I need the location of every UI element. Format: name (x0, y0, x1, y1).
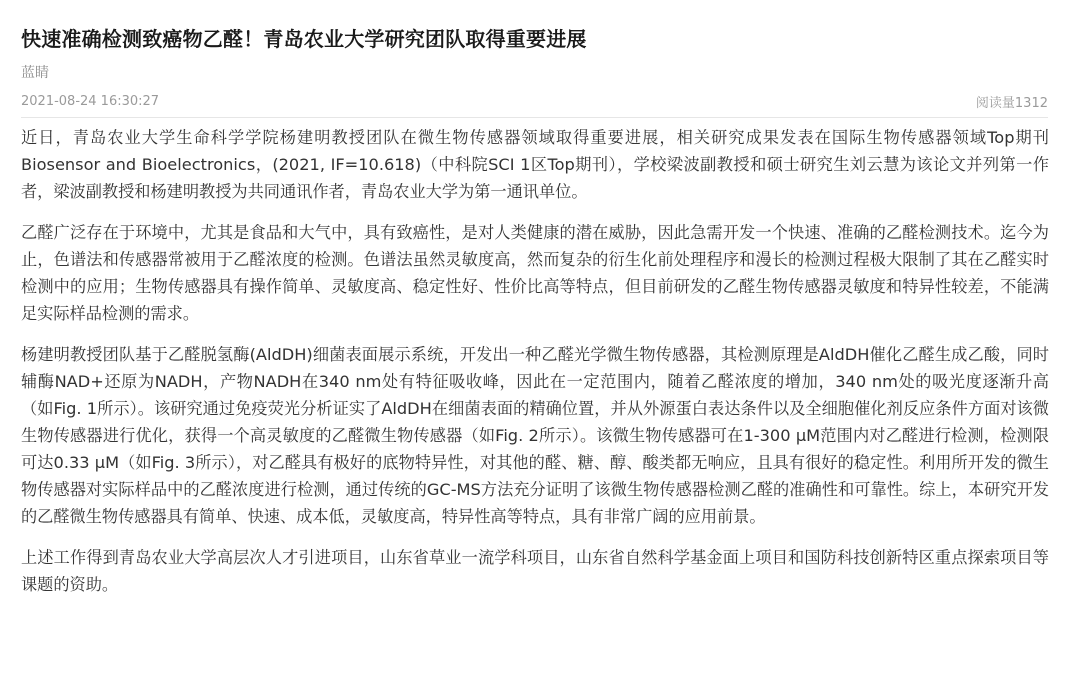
paragraph-intro: 近日，青岛农业大学生命科学学院杨建明教授团队在微生物传感器领域取得重要进展，相关研究成果发表在国际生物传感器领域Top期刊Biosensor and Bioelectronics，(2021, IF=10.618)（中科院SCI 1区Top期刊），学校梁波副教授和硕士研究生刘云慧为该论文并列第一作者，梁波副教授和杨建明教授为共同通讯作者，青岛农业大学为第一通讯单位。 (21, 128, 1049, 201)
article-title: 快速准确检测致癌物乙醛！青岛农业大学研究团队取得重要进展 (21, 27, 587, 51)
author-name[interactable]: 蓝睛 (21, 65, 49, 81)
paragraph-method: 杨建明教授团队基于乙醛脱氢酶(AldDH)细菌表面展示系统，开发出一种乙醛光学微生物传感器，其检测原理是AldDH催化乙醛生成乙酸，同时辅酶NAD+还原为NADH，产物NADH在340 nm处有特征吸收峰，因此在一定范围内，随着乙醛浓度的增加，340 nm处的吸光度逐渐升高（如Fig. 1所示）。该研究通过免疫荧光分析证实了AldDH在细菌表面的精确位置，并从外源蛋白表达条件以及全细胞催化剂反应条件方面对该微生物传感器进行优化，获得一个高灵敏度的乙醛微生物传感器（如Fig. 2所示）。该微生物传感器可在1-300 μM范围内对乙醛进行检测，检测限可达0.33 μM（如Fig. 3所示），对乙醛具有极好的底物特异性，对其他的醛、糖、醇、酸类都无响应，且具有很好的稳定性。利用所开发的微生物传感器对实际样品中的乙醛浓度进行检测，通过传统的GC-MS方法充分证明了该微生物传感器检测乙醛的准确性和可靠性。综上，本研究开发的乙醛微生物传感器具有简单、快速、成本低，灵敏度高，特异性高等特点，具有非常广阔的应用前景。 (21, 345, 1049, 526)
divider (21, 117, 1048, 118)
paragraph-funding: 上述工作得到青岛农业大学高层次人才引进项目，山东省草业一流学科项目，山东省自然科学基金面上项目和国防科技创新特区重点探索项目等课题的资助。 (21, 548, 1049, 594)
meta-row (21, 91, 1048, 111)
view-count: 阅读量1312 (975, 95, 1048, 111)
paragraph-background: 乙醛广泛存在于环境中，尤其是食品和大气中，具有致癌性，是对人类健康的潜在威胁，因此急需开发一个快速、准确的乙醛检测技术。迄今为止，色谱法和传感器常被用于乙醛浓度的检测。色谱法虽然灵敏度高，然而复杂的衍生化前处理程序和漫长的检测过程极大限制了其在乙醛实时检测中的应用；生物传感器具有操作简单、灵敏度高、稳定性好、性价比高等特点，但目前研发的乙醛生物传感器灵敏度和特异性较差，不能满足实际样品检测的需求。 (21, 223, 1049, 323)
article-body (21, 124, 1049, 612)
publish-datetime: 2021-08-24 16:30:27 (21, 93, 160, 109)
